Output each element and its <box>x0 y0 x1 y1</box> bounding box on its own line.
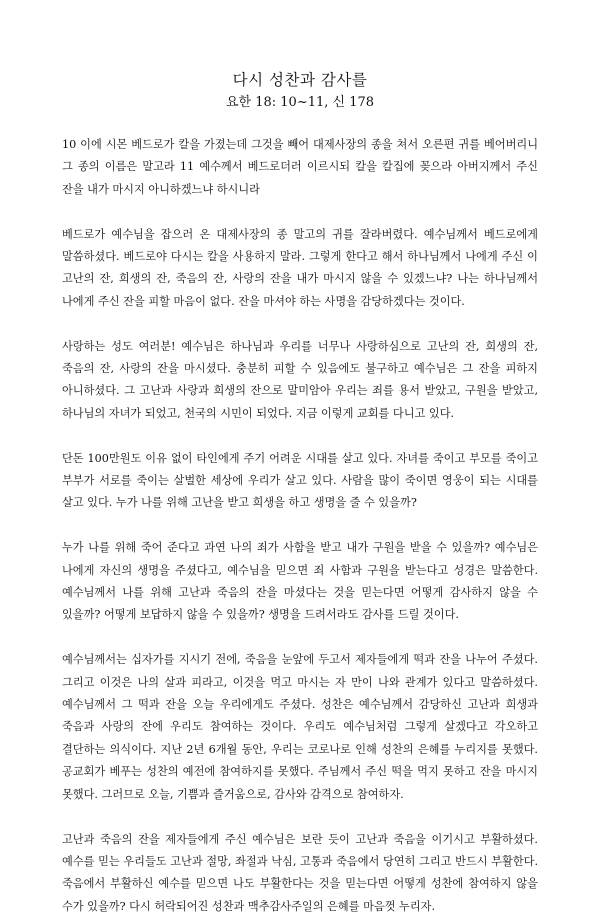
body-paragraph: 예수님께서는 십자가를 지시기 전에, 죽음을 눈앞에 두고서 제자들에게 떡과 잔을 나누어 주셨다. 그리고 이것은 나의 살과 피라고, 이것을 먹고 마시는 자 만이 나와 관계가 있다고 말씀하셨다. 예수님께서 그 떡과 잔을 오늘 우리에게도 주셨다. 성찬은 예수님께서 감당하신 고난과 희생과 죽음과 사랑의 잔에 우리도 참여하는 것이다. 우리도 예수님처럼 그렇게 살겠다고 각오하고 결단하는 의식이다. 지난 2년 6개월 동안, 우리는 코로나로 인해 성찬의 은혜를 누리지를 못했다. 공교회가 베푸는 성찬의 예전에 참여하지를 못했다. 주님께서 주신 떡을 먹지 못하고 잔을 마시지 못했다. 그러므로 오늘, 기쁨과 즐거움으로, 감사와 감격으로 참여하자. <box>62 649 538 806</box>
body-paragraph: 베드로가 예수님을 잡으러 온 대제사장의 종 말고의 귀를 잘라버렸다. 예수님께서 베드로에게 말씀하셨다. 베드로야 다시는 칼을 사용하지 말라. 그렇게 한다고 해서 하나님께서 나에게 주신 이 고난의 잔, 희생의 잔, 죽음의 잔, 사랑의 잔을 내가 마시지 않을 수 있겠느냐? 나는 하나님께서 나에게 주신 잔을 피할 마음이 없다. 잔을 마셔야 하는 사명을 감당하겠다는 것이다. <box>62 224 538 314</box>
body-paragraph: 누가 나를 위해 죽어 준다고 과연 나의 죄가 사함을 받고 내가 구원을 받을 수 있을까? 예수님은 나에게 자신의 생명을 주셨다고, 예수님을 믿으면 죄 사함과 구원을 받는다고 성경은 말씀한다. 예수님께서 나를 위해 고난과 죽음의 잔을 마셨다는 것을 믿는다면 어떻게 감사하지 않을 수 있을까? 어떻게 보답하지 않을 수 있을까? 생명을 드려서라도 감사를 드릴 것이다. <box>62 537 538 627</box>
body-paragraph: 사랑하는 성도 여러분! 예수님은 하나님과 우리를 너무나 사랑하심으로 고난의 잔, 희생의 잔, 죽음의 잔, 사랑의 잔을 마시셨다. 충분히 피할 수 있음에도 불구하고 예수님은 그 잔을 피하지 아니하셨다. 그 고난과 사랑과 희생의 잔으로 말미암아 우리는 죄를 용서 받았고, 구원을 받았고, 하나님의 자녀가 되었고, 천국의 시민이 되었다. 지금 이렇게 교회를 다니고 있다. <box>62 336 538 426</box>
scripture-passage: 10 이에 시몬 베드로가 칼을 가졌는데 그것을 빼어 대제사장의 종을 쳐서 오른편 귀를 베어버리니 그 종의 이름은 말고라 11 예수께서 베드로더러 이르시되 칼을 칼집에 꽂으라 아버지께서 주신 잔을 내가 마시지 아니하겠느냐 하시니라 <box>62 134 538 201</box>
scripture-reference: 요한 18: 10~11, 신 178 <box>62 94 538 112</box>
body-paragraph: 단돈 100만원도 이유 없이 타인에게 주기 어려운 시대를 살고 있다. 자녀를 죽이고 부모를 죽이고 부부가 서로를 죽이는 살벌한 세상에 우리가 살고 있다. 사람을 많이 죽이면 영웅이 되는 시대를 살고 있다. 누가 나를 위해 고난을 받고 희생을 하고 생명을 줄 수 있을까? <box>62 448 538 515</box>
body-paragraph: 고난과 죽음의 잔을 제자들에게 주신 예수님은 보란 듯이 고난과 죽음을 이기시고 부활하셨다. 예수를 믿는 우리들도 고난과 절망, 좌절과 낙심, 고통과 죽음에서 당연히 그리고 반드시 부활한다. 죽음에서 부활하신 예수를 믿으면 나도 부활한다는 것을 믿는다면 어떻게 성찬에 참여하지 않을 수가 있을까? 다시 허락되어진 성찬과 맥추감사주일의 은혜를 마음껏 누리자. <box>62 829 538 918</box>
sermon-title: 다시 성찬과 감사를 <box>62 70 538 90</box>
